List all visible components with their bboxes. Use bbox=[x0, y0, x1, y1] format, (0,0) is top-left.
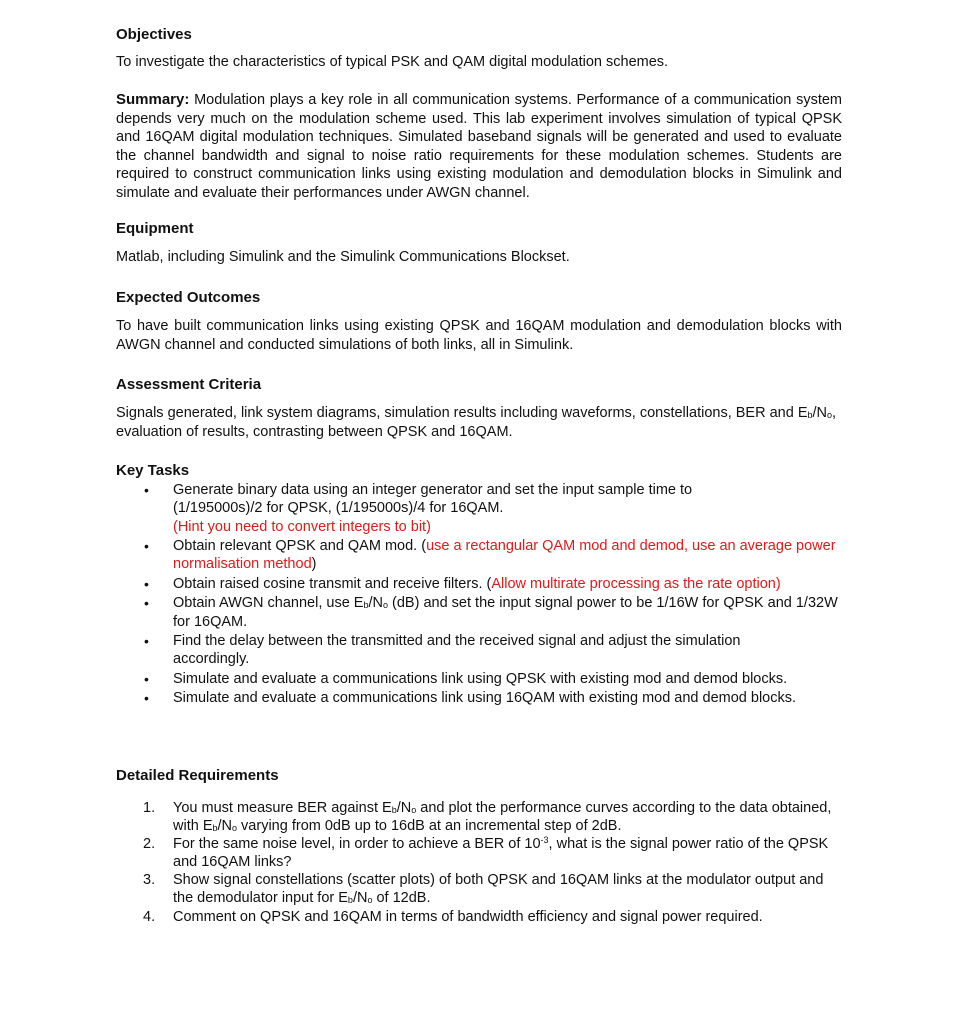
list-item bbox=[116, 800, 842, 836]
task-3-red-text: Allow multirate processing as the rate option) bbox=[491, 575, 781, 592]
equipment-text: Matlab, including Simulink and the Simulink Communications Blockset. bbox=[116, 249, 570, 265]
n-symbol: /N bbox=[368, 595, 383, 612]
list-item bbox=[116, 836, 842, 872]
objectives-text: To investigate the characteristics of typical PSK and QAM digital modulation schemes. bbox=[116, 54, 669, 70]
assessment-text-a: Signals generated, link system diagrams, simulation results including waveforms, constellations, BER and E bbox=[116, 405, 808, 421]
requirements-list bbox=[116, 800, 842, 926]
req-2-text-b: , what is the signal power ratio of the QPSK and 16QAM links? bbox=[173, 836, 829, 870]
list-item bbox=[116, 575, 842, 593]
req-1-text-c: varying from 0dB up to 16dB at an incremental step of 2dB. bbox=[237, 817, 622, 834]
requirements-section bbox=[116, 766, 842, 927]
task-2-red-text: use a rectangular QAM mod and demod, use an average power normalisation method bbox=[173, 538, 836, 573]
summary-label: Summary: bbox=[116, 91, 190, 108]
outcomes-section bbox=[116, 288, 842, 354]
req-3-text-b: of 12dB. bbox=[372, 890, 431, 907]
objectives-heading: Objectives bbox=[116, 26, 192, 43]
exponent: -3 bbox=[540, 835, 549, 846]
bullet: • bbox=[144, 633, 149, 650]
task-4-text-b: (dB) and set the input signal power to be 1/16W for QPSK and 1/32W for 16QAM. bbox=[173, 595, 838, 630]
key-tasks-heading: Key Tasks bbox=[116, 462, 190, 479]
no-subscript: o bbox=[383, 600, 389, 611]
n-symbol: /N bbox=[352, 890, 368, 907]
no-subscript: o bbox=[232, 822, 238, 833]
req-3-text-a: Show signal constellations (scatter plots) of both QPSK and 16QAM links at the modulator output and the demodulator input for E bbox=[173, 872, 824, 907]
task-4-text-a: Obtain AWGN channel, use E bbox=[173, 595, 364, 612]
req-4-text: Comment on QPSK and 16QAM in terms of bandwidth efficiency and signal power required. bbox=[173, 908, 763, 925]
outcomes-text: To have built communication links using existing QPSK and 16QAM modulation and demodulation blocks with AWGN channel and conducted simulations of both links, all in Simulink. bbox=[116, 318, 842, 353]
n-symbol: /N bbox=[396, 800, 412, 816]
key-tasks-list bbox=[116, 481, 842, 708]
bullet: • bbox=[144, 595, 149, 612]
equipment-section bbox=[116, 219, 842, 267]
item-number: 4. bbox=[143, 908, 156, 925]
eb-subscript: b bbox=[391, 805, 397, 815]
no-subscript: o bbox=[827, 410, 833, 420]
list-item bbox=[116, 670, 842, 688]
list-item bbox=[116, 689, 842, 707]
assessment-section bbox=[116, 375, 842, 441]
task-3-text: Obtain raised cosine transmit and receive filters. ( bbox=[173, 575, 492, 592]
bullet: • bbox=[144, 670, 149, 687]
item-number: 3. bbox=[143, 872, 156, 889]
list-item bbox=[116, 537, 842, 574]
summary-section bbox=[116, 91, 842, 202]
eb-subscript: b bbox=[212, 822, 218, 833]
list-item bbox=[116, 632, 842, 669]
objectives-section bbox=[116, 25, 842, 72]
list-item bbox=[116, 594, 842, 631]
bullet: • bbox=[144, 575, 149, 592]
requirements-heading: Detailed Requirements bbox=[116, 767, 279, 784]
task-5-text: Find the delay between the transmitted and the received signal and adjust the simulation accordingly. bbox=[173, 633, 741, 668]
eb-subscript: b bbox=[347, 895, 353, 906]
bullet: • bbox=[144, 482, 149, 498]
list-item bbox=[116, 909, 842, 927]
task-1-text: Generate binary data using an integer generator and set the input sample time to (1/195000s)/2 for QPSK, (1/195000s)/4 for 16QAM. bbox=[173, 482, 693, 517]
n-symbol: /N bbox=[217, 817, 233, 834]
eb-subscript: b bbox=[363, 600, 369, 611]
assessment-text-b: , evaluation of results, contrasting between QPSK and 16QAM. bbox=[116, 405, 837, 440]
list-item bbox=[116, 481, 842, 536]
key-tasks-section bbox=[116, 461, 842, 709]
task-2-close: ) bbox=[311, 556, 317, 573]
assessment-text bbox=[116, 404, 842, 441]
bullet: • bbox=[144, 538, 149, 555]
req-2-text-a: For the same noise level, in order to achieve a BER of 10 bbox=[173, 836, 541, 853]
outcomes-heading: Expected Outcomes bbox=[116, 289, 261, 306]
assessment-heading: Assessment Criteria bbox=[116, 376, 262, 393]
bullet: • bbox=[144, 690, 149, 707]
list-item bbox=[116, 872, 842, 908]
req-1-text-b: and plot the performance curves according to the data obtained, with E bbox=[173, 800, 832, 834]
task-7-text: Simulate and evaluate a communications link using 16QAM with existing mod and demod blocks. bbox=[173, 690, 797, 707]
item-number: 1. bbox=[143, 800, 156, 816]
eb-subscript: b bbox=[807, 410, 813, 420]
task-6-text: Simulate and evaluate a communications link using QPSK with existing mod and demod blocks. bbox=[173, 670, 788, 687]
no-subscript: o bbox=[411, 805, 417, 815]
summary-paragraph bbox=[116, 91, 842, 202]
n-symbol: /N bbox=[812, 405, 828, 421]
req-1-text-a: You must measure BER against E bbox=[173, 800, 392, 816]
task-2-text: Obtain relevant QPSK and QAM mod. ( bbox=[173, 538, 427, 555]
item-number: 2. bbox=[143, 836, 156, 853]
task-1-hint: (Hint you need to convert integers to bit) bbox=[173, 518, 431, 535]
equipment-heading: Equipment bbox=[116, 220, 194, 237]
no-subscript: o bbox=[367, 895, 373, 906]
summary-text: Modulation plays a key role in all communication systems. Performance of a communication system depends very much on the modulation scheme used. This lab experiment involves simulation of typical QPSK and 16QAM digital modulation techniques. Simulated baseband signals will be generated and used to evaluate the channel bandwidth and signal to noise ratio requirements for these modulation schemes. Students are required to construct communication links using existing modulation and demodulation blocks in Simulink and simulate and evaluate their performances under AWGN channel. bbox=[116, 92, 842, 201]
